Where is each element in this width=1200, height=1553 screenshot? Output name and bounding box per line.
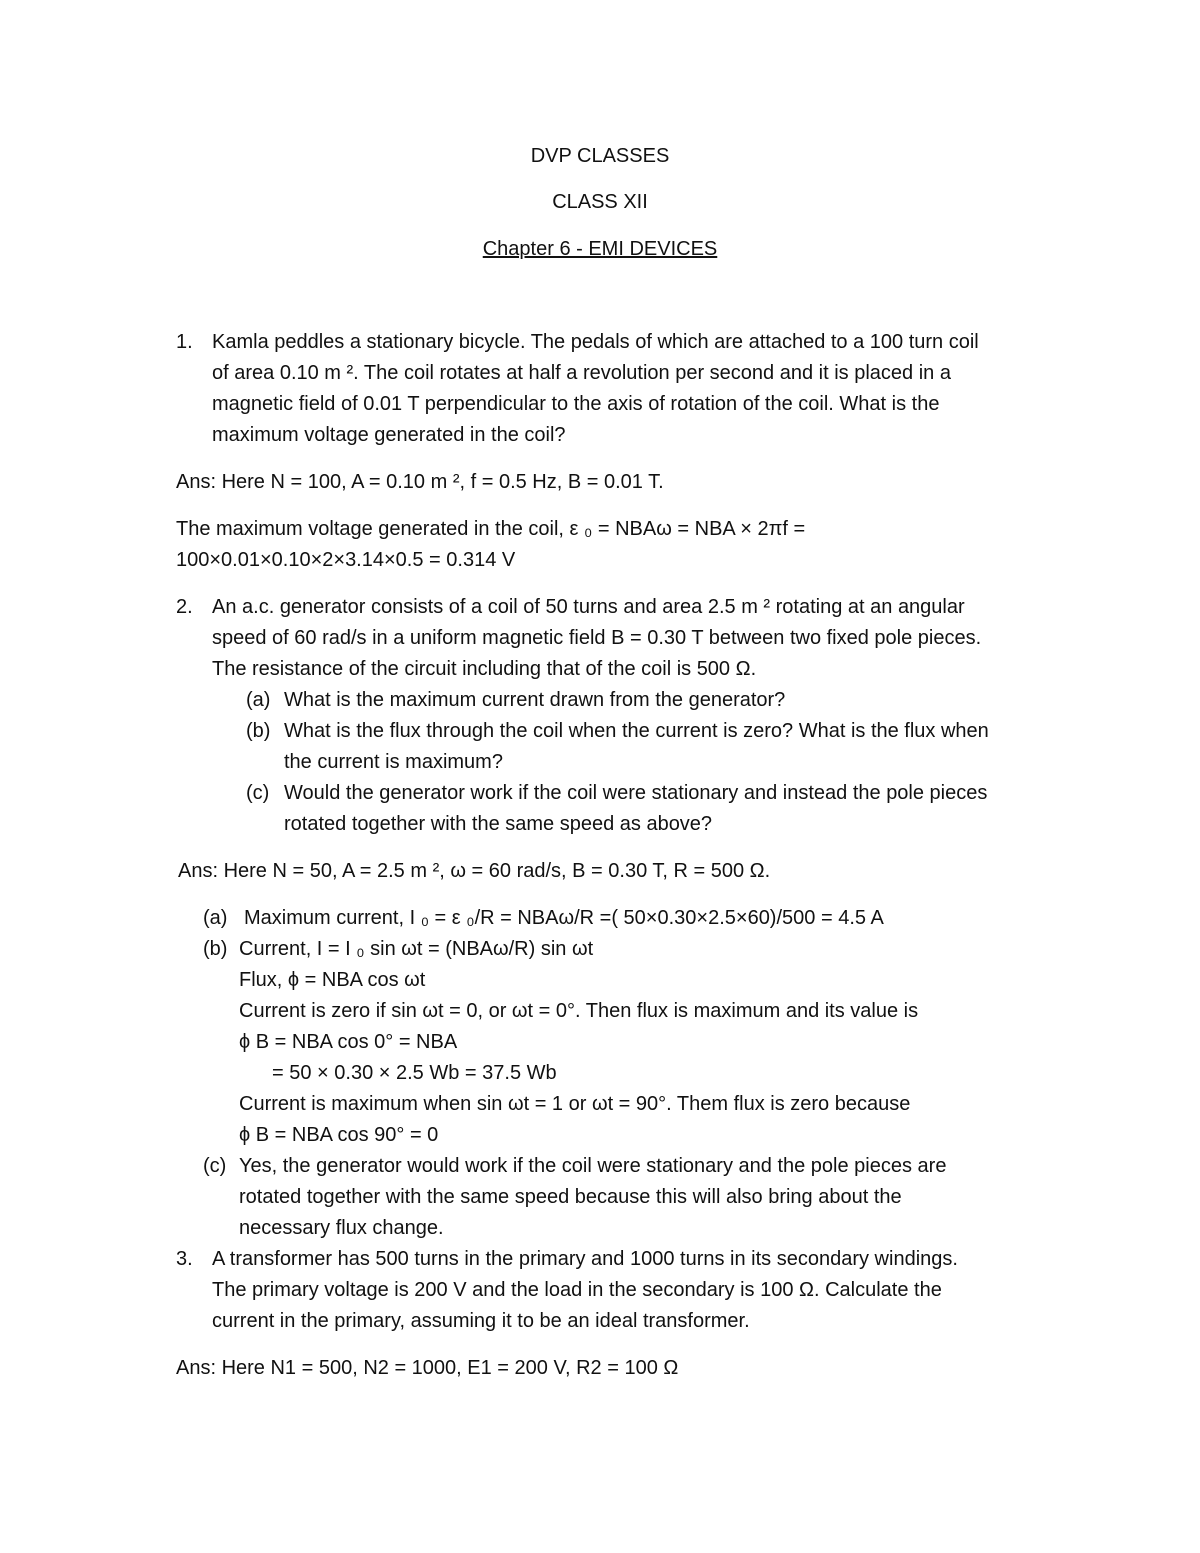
question-2-part-label: (c) <box>246 782 270 804</box>
org-title: DVP CLASSES <box>530 145 670 167</box>
answer-2-part-line: = 50 × 0.30 × 2.5 Wb = 37.5 Wb <box>272 1062 557 1084</box>
answer-2-part-line: Flux, ϕ = NBA cos ωt <box>239 969 426 991</box>
question-2-part-line: What is the maximum current drawn from the generator? <box>284 689 786 711</box>
answer-2-part-line: ϕ B = NBA cos 90° = 0 <box>239 1124 439 1146</box>
question-3-line: The primary voltage is 200 V and the load in the secondary is 100 Ω. Calculate the <box>212 1279 942 1301</box>
question-2-line: An a.c. generator consists of a coil of 50 turns and area 2.5 m ² rotating at an angular <box>212 596 965 618</box>
answer-2-given: Ans: Here N = 50, A = 2.5 m ², ω = 60 rad/s, B = 0.30 T, R = 500 Ω. <box>178 860 771 882</box>
question-1-number: 1. <box>176 331 193 353</box>
answer-2-part-line: ϕ B = NBA cos 0° = NBA <box>239 1031 458 1053</box>
question-2-part-line: the current is maximum? <box>284 751 503 773</box>
answer-2-part-line: Maximum current, I ₀ = ε ₀/R = NBAω/R =( 50×0.30×2.5×60)/500 = 4.5 A <box>244 907 884 929</box>
answer-1-calc-line: The maximum voltage generated in the coil, ε ₀ = NBAω = NBA × 2πf = <box>176 518 806 540</box>
answer-1-calc-line: 100×0.01×0.10×2×3.14×0.5 = 0.314 V <box>176 549 516 571</box>
answer-2-part-label: (c) <box>203 1155 227 1177</box>
question-2-number: 2. <box>176 596 193 618</box>
question-2-line: speed of 60 rad/s in a uniform magnetic field B = 0.30 T between two fixed pole pieces. <box>212 627 982 649</box>
class-title: CLASS XII <box>552 191 648 213</box>
answer-2-part-line: Yes, the generator would work if the coil were stationary and the pole pieces are <box>239 1155 947 1177</box>
answer-3-given: Ans: Here N1 = 500, N2 = 1000, E1 = 200 V, R2 = 100 Ω <box>176 1357 679 1379</box>
answer-2-part-label: (a) <box>203 907 228 929</box>
question-2-part-label: (a) <box>246 689 271 711</box>
answer-2-part-line: Current, I = I ₀ sin ωt = (NBAω/R) sin ωt <box>239 938 594 960</box>
question-2-part-label: (b) <box>246 720 271 742</box>
question-2-line: The resistance of the circuit including that of the coil is 500 Ω. <box>212 658 757 680</box>
question-3-number: 3. <box>176 1248 193 1270</box>
answer-2-part-label: (b) <box>203 938 228 960</box>
question-1-line: of area 0.10 m ². The coil rotates at half a revolution per second and it is placed in a <box>212 362 951 384</box>
answer-1-given: Ans: Here N = 100, A = 0.10 m ², f = 0.5 Hz, B = 0.01 T. <box>176 471 664 493</box>
question-1-line: Kamla peddles a stationary bicycle. The pedals of which are attached to a 100 turn coil <box>212 331 979 353</box>
answer-2-part-line: rotated together with the same speed because this will also bring about the <box>239 1186 902 1208</box>
question-1-line: maximum voltage generated in the coil? <box>212 424 566 446</box>
answer-2-part-line: necessary flux change. <box>239 1217 444 1239</box>
question-3-line: A transformer has 500 turns in the primary and 1000 turns in its secondary windings. <box>212 1248 958 1270</box>
chapter-title-text: Chapter 6 - EMI DEVICES <box>482 238 718 260</box>
answer-2-part-line: Current is zero if sin ωt = 0, or ωt = 0°. Then flux is maximum and its value is <box>239 1000 919 1022</box>
chapter-title <box>0 234 1200 265</box>
question-2-part-line: Would the generator work if the coil were stationary and instead the pole pieces <box>284 782 988 804</box>
answer-2-part-line: Current is maximum when sin ωt = 1 or ωt = 90°. Them flux is zero because <box>239 1093 911 1115</box>
question-3-line: current in the primary, assuming it to be an ideal transformer. <box>212 1310 750 1332</box>
question-2-part-line: What is the flux through the coil when the current is zero? What is the flux when <box>284 720 989 742</box>
question-2-part-line: rotated together with the same speed as above? <box>284 813 713 835</box>
question-1-line: magnetic field of 0.01 T perpendicular to the axis of rotation of the coil. What is the <box>212 393 940 415</box>
